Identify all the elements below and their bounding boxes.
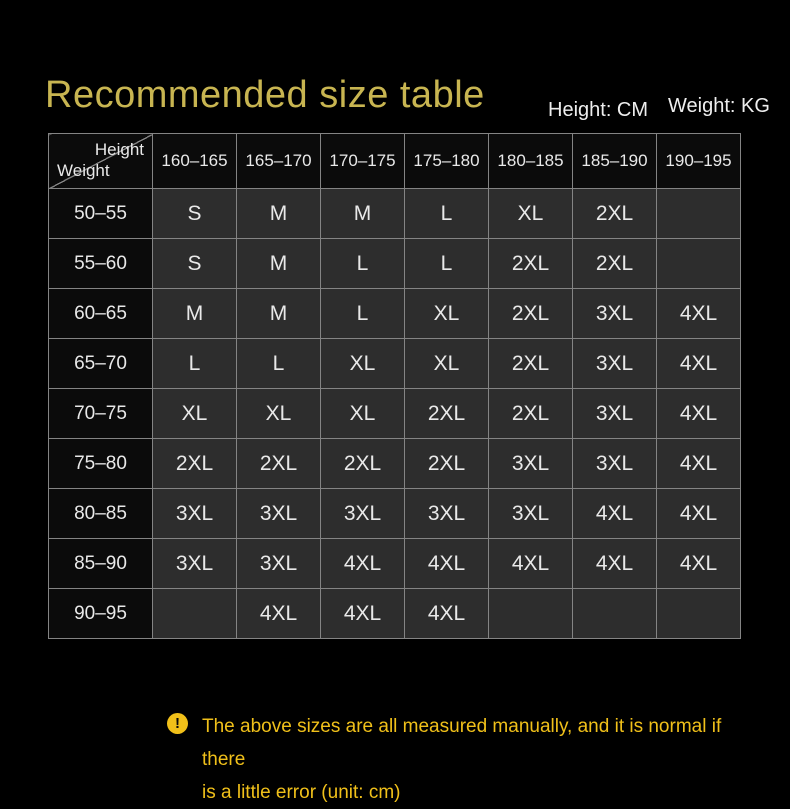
- size-cell-empty: [489, 589, 573, 639]
- size-cell: 3XL: [321, 489, 405, 539]
- table-row: [49, 189, 741, 239]
- size-cell: 2XL: [405, 389, 489, 439]
- table-row: [49, 239, 741, 289]
- size-cell: 3XL: [405, 489, 489, 539]
- disclaimer-text: [202, 710, 750, 809]
- size-cell: 2XL: [237, 439, 321, 489]
- size-cell: 4XL: [657, 489, 741, 539]
- height-column-header: 180–185: [489, 134, 573, 189]
- weight-row-header: 90–95: [49, 589, 153, 639]
- size-cell: L: [237, 339, 321, 389]
- size-cell: 2XL: [489, 289, 573, 339]
- size-cell: 3XL: [573, 389, 657, 439]
- size-cell: XL: [321, 389, 405, 439]
- size-cell-empty: [657, 189, 741, 239]
- size-cell: 3XL: [237, 539, 321, 589]
- page-title: Recommended size table: [45, 74, 485, 116]
- size-cell: M: [237, 239, 321, 289]
- size-cell: 3XL: [237, 489, 321, 539]
- size-cell: 2XL: [489, 389, 573, 439]
- size-cell: M: [237, 189, 321, 239]
- size-cell: XL: [405, 289, 489, 339]
- weight-row-header: 50–55: [49, 189, 153, 239]
- size-cell: 4XL: [657, 539, 741, 589]
- weight-row-header: 65–70: [49, 339, 153, 389]
- size-cell: 4XL: [405, 539, 489, 589]
- table-row: [49, 339, 741, 389]
- size-cell: 2XL: [489, 239, 573, 289]
- size-cell: M: [321, 189, 405, 239]
- size-cell-empty: [657, 239, 741, 289]
- size-cell: 4XL: [657, 339, 741, 389]
- table-row: [49, 589, 741, 639]
- size-table: [48, 133, 741, 639]
- size-cell: M: [237, 289, 321, 339]
- size-cell: 4XL: [573, 489, 657, 539]
- weight-row-header: 60–65: [49, 289, 153, 339]
- size-cell-empty: [573, 589, 657, 639]
- corner-header-cell: [49, 134, 153, 189]
- size-cell: 4XL: [321, 539, 405, 589]
- table-row: [49, 389, 741, 439]
- size-cell: 3XL: [489, 489, 573, 539]
- size-cell: XL: [405, 339, 489, 389]
- table-row: [49, 289, 741, 339]
- table-row: [49, 489, 741, 539]
- size-cell: L: [321, 289, 405, 339]
- size-cell: 3XL: [489, 439, 573, 489]
- disclaimer-note: [167, 710, 750, 809]
- exclamation-circle-icon: !: [167, 713, 188, 734]
- weight-row-header: 55–60: [49, 239, 153, 289]
- size-cell: 3XL: [153, 539, 237, 589]
- size-cell: 4XL: [405, 589, 489, 639]
- height-column-header: 160–165: [153, 134, 237, 189]
- height-column-header: 190–195: [657, 134, 741, 189]
- size-cell: 4XL: [489, 539, 573, 589]
- size-cell: M: [153, 289, 237, 339]
- size-cell: 2XL: [489, 339, 573, 389]
- height-column-header: 170–175: [321, 134, 405, 189]
- size-cell: 2XL: [405, 439, 489, 489]
- size-cell: L: [405, 189, 489, 239]
- size-cell-empty: [657, 589, 741, 639]
- size-cell: 3XL: [573, 439, 657, 489]
- size-cell: L: [153, 339, 237, 389]
- height-unit-label: Height: CM: [548, 99, 649, 121]
- table-row: [49, 539, 741, 589]
- size-cell: 3XL: [573, 339, 657, 389]
- size-cell: 4XL: [657, 439, 741, 489]
- size-cell: 3XL: [153, 489, 237, 539]
- disclaimer-line-1: The above sizes are all measured manually, and it is normal if there: [202, 716, 722, 770]
- disclaimer-line-2: is a little error (unit: cm): [202, 782, 401, 803]
- table-header-row: [49, 134, 741, 189]
- size-cell: 2XL: [153, 439, 237, 489]
- size-cell: 4XL: [657, 389, 741, 439]
- size-cell: XL: [153, 389, 237, 439]
- size-cell: L: [405, 239, 489, 289]
- size-cell: 2XL: [321, 439, 405, 489]
- size-cell: 2XL: [573, 239, 657, 289]
- size-cell: 4XL: [573, 539, 657, 589]
- size-cell: XL: [489, 189, 573, 239]
- size-cell: 4XL: [657, 289, 741, 339]
- size-cell: 3XL: [573, 289, 657, 339]
- weight-row-header: 70–75: [49, 389, 153, 439]
- weight-unit-label: Weight: KG: [668, 95, 770, 117]
- corner-height-label: Height: [94, 140, 144, 159]
- size-cell: 2XL: [573, 189, 657, 239]
- size-cell-empty: [153, 589, 237, 639]
- size-cell: XL: [237, 389, 321, 439]
- size-cell: S: [153, 239, 237, 289]
- corner-weight-label: Weight: [57, 161, 110, 180]
- size-cell: 4XL: [321, 589, 405, 639]
- height-column-header: 165–170: [237, 134, 321, 189]
- height-column-header: 175–180: [405, 134, 489, 189]
- size-cell: 4XL: [237, 589, 321, 639]
- table-row: [49, 439, 741, 489]
- size-cell: S: [153, 189, 237, 239]
- height-column-header: 185–190: [573, 134, 657, 189]
- weight-row-header: 75–80: [49, 439, 153, 489]
- size-cell: XL: [321, 339, 405, 389]
- weight-row-header: 80–85: [49, 489, 153, 539]
- weight-row-header: 85–90: [49, 539, 153, 589]
- size-cell: L: [321, 239, 405, 289]
